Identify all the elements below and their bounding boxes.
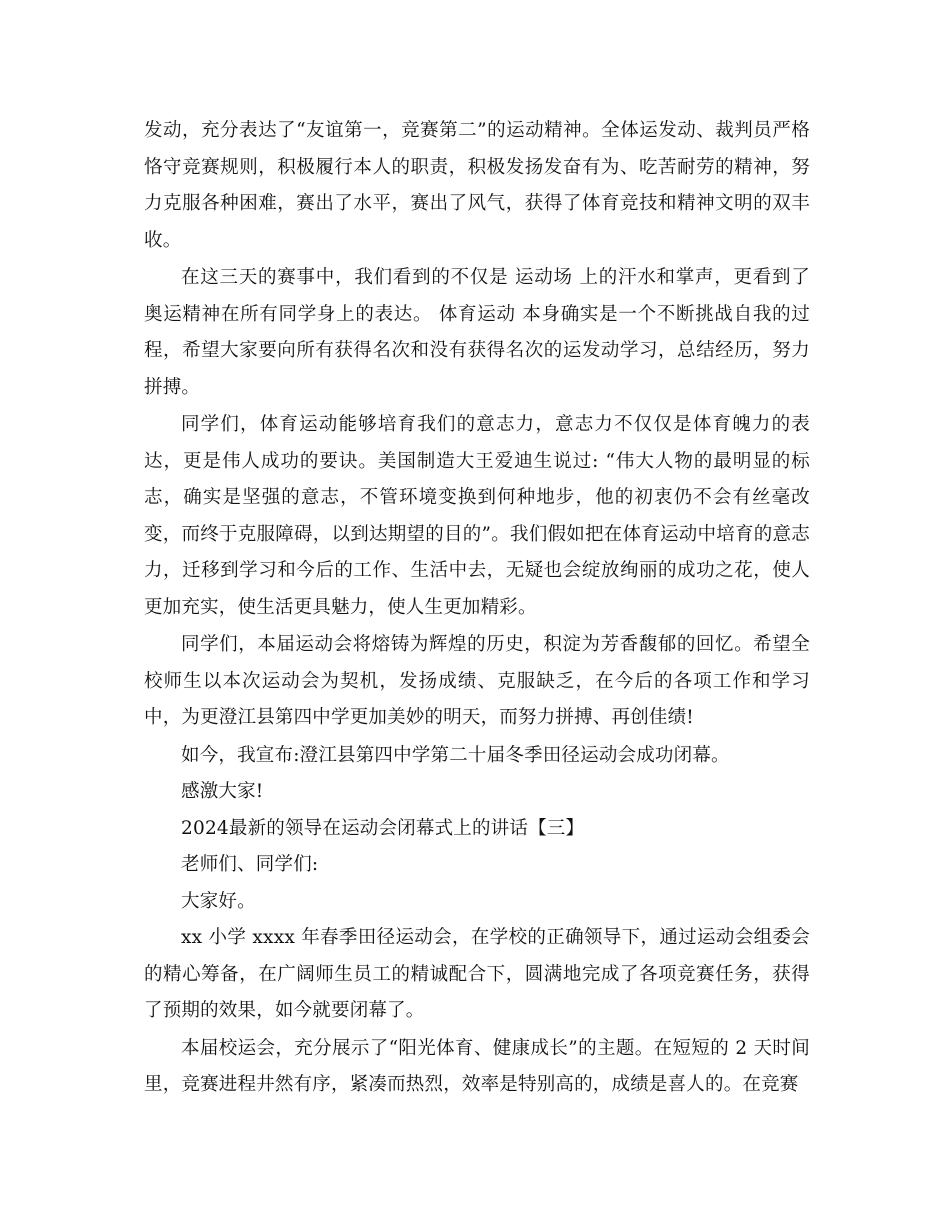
paragraph-6: 本届校运会，充分展示了“阳光体育、健康成长”的主题。在短短的 2 天时间里，竞赛进程井然有序，紧凑而热烈，效率是特别高的，成绩是喜人的。在竞赛 bbox=[144, 1037, 810, 1095]
paragraph-5: xx 小学 xxxx 年春季田径运动会，在学校的正确领导下，通过运动会组委会的精心筹备，在广阔师生员工的精诚配合下，圆满地完成了各项竞赛任务，获得了预期的效果，如今就要闭幕了。 bbox=[144, 927, 810, 1021]
paragraph-2: 在这三天的赛事中，我们看到的不仅是 运动场 上的汗水和掌声，更看到了奥运精神在所有同学身上的表达。 体育运动 本身确实是一个不断挑战自我的过程，希望大家要向所有获得名次和没有获得名次的运发动学习，总结经历，努力拼搏。 bbox=[144, 267, 810, 398]
section-heading: 2024最新的领导在运动会闭幕式上的讲话【三】 bbox=[181, 817, 585, 839]
greeting: 大家好。 bbox=[181, 890, 256, 912]
document-page bbox=[144, 113, 810, 1105]
paragraph-4: 同学们，本届运动会将熔铸为辉煌的历史，积淀为芳香馥郁的回忆。希望全校师生以本次运动会为契机，发扬成绩、克服缺乏，在今后的各项工作和学习中，为更澄江县第四中学更加美妙的明天，而努力拼搏、再创佳绩! bbox=[144, 634, 810, 728]
paragraph-3: 同学们，体育运动能够培育我们的意志力，意志力不仅仅是体育魄力的表达，更是伟人成功的要诀。美国制造大王爱迪生说过: “伟大人物的最明显的标志，确实是坚强的意志，不管环境变换到何种地步，他的初衷仍不会有丝毫改变，而终于克服障碍，以到达期望的目的”。我们假如把在体育运动中培育的意志力，迁移到学习和今后的工作、生活中去，无疑也会绽放绚丽的成功之花，使人更加充实，使生活更具魅力，使人生更加精彩。 bbox=[144, 414, 810, 618]
thanks-line: 感激大家! bbox=[181, 781, 264, 802]
salutation: 老师们、同学们: bbox=[181, 854, 319, 875]
paragraph-1: 发动，充分表达了“友谊第一，竞赛第二”的运动精神。全体运发动、裁判员严格恪守竞赛规则，积极履行本人的职责，积极发扬发奋有为、吃苦耐劳的精神，努力克服各种困难，赛出了水平，赛出了风气，获得了体育竞技和精神文明的双丰收。 bbox=[144, 120, 810, 251]
closing-announcement: 如今，我宣布:澄江县第四中学第二十届冬季田径运动会成功闭幕。 bbox=[181, 744, 730, 766]
